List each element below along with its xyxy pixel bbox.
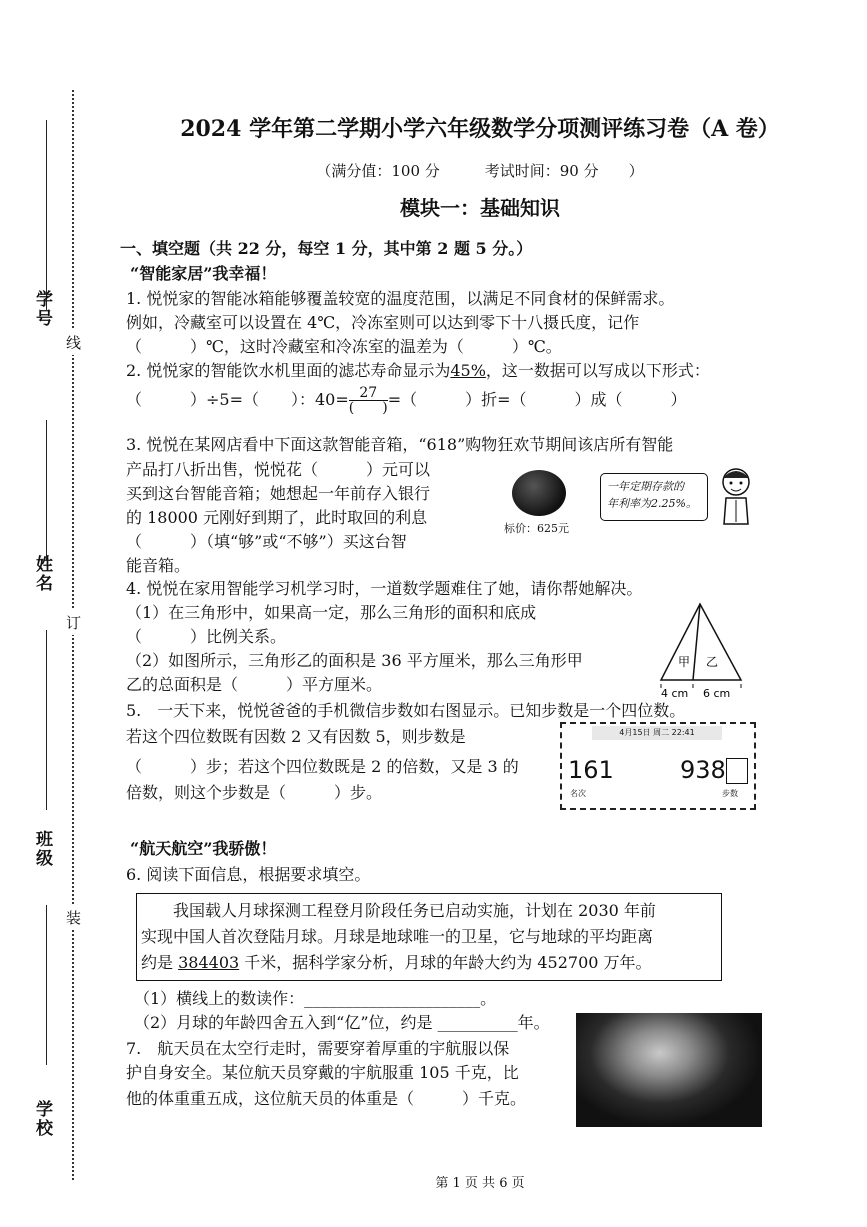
triangle-label-a: 甲 [678,655,691,669]
q3-line4: 的 18000 元刚好到期了，此时取回的利息 [126,508,428,527]
q6-line1: 6. 阅读下面信息，根据要求填空。 [126,865,371,884]
page-number: 第 1 页 共 6 页 [435,1176,525,1191]
q2-fraction-numerator: 27 [349,386,388,401]
q7-line1: 7. 航天员在太空行走时，需要穿着厚重的宇航服以保 [126,1039,510,1058]
bubble-line2: 年利率为2.25%。 [607,497,697,510]
dimension-a: 4 cm [661,687,689,700]
class-label: 班级 [32,830,52,868]
moon-distance: 384403 [178,953,240,972]
q3-line6: 能音箱。 [126,556,191,575]
exam-title: 2024 学年第二学期小学六年级数学分项测评练习卷（A 卷） [180,116,780,142]
q1-line2: 例如，冷藏室可以设置在 4℃，冷冻室则可以达到零下十八摄氏度，记作 [126,313,640,332]
q6-sub1: （1）横线上的数读作：______________________。 [134,989,497,1008]
q7-line2: 护自身安全。某位航天员穿戴的宇航服重 105 千克，比 [126,1063,519,1082]
interest-rate-bubble [600,473,708,521]
module-title: 模块一：基础知识 [400,196,560,220]
name-blank [46,420,47,560]
q2-percent: 45% [450,361,486,380]
wechat-steps-screenshot [560,722,756,810]
q3-line5: （ ）（填“够”或“不够”）买这台智 [126,532,407,551]
student-no-label: 学号 [32,290,52,328]
boy-illustration [716,466,756,526]
school-label: 学校 [32,1100,52,1138]
steps-count: 938 [680,756,726,784]
q2-line1 [126,358,710,381]
info-line3 [141,950,652,973]
info-text-c: 千米，据科学家分析，月球的年龄大约为 452700 万年。 [239,953,652,972]
q3-line1: 3. 悦悦在某网店看中下面这款智能音箱，“618”购物狂欢节期间该店所有智能 [126,435,674,454]
q4-line4: （2）如图所示，三角形乙的面积是 36 平方厘米，那么三角形甲 [126,651,583,670]
student-no-blank [46,120,47,310]
q5-line1: 5. 一天下来，悦悦爸爸的手机微信步数如右图显示。已知步数是一个四位数。 [126,701,686,720]
bubble-line1: 一年定期存款的 [607,480,684,493]
section-heading: 一、填空题（共 22 分，每空 1 分，其中第 2 题 5 分。） [120,239,533,258]
info-line1: 我国载人月球探测工程登月阶段任务已启动实施，计划在 2030 年前 [173,901,656,920]
phone-date-header: 4月15日 周二 22:41 [592,726,722,740]
q5-line4: 倍数，则这个步数是（ ）步。 [126,783,383,802]
binding-dotted-line [72,90,74,1180]
q2-line2 [126,386,687,415]
info-text-a: 约是 [141,953,179,972]
info-line2: 实现中国人首次登陆月球。月球是地球唯一的卫星，它与地球的平均距离 [141,927,654,946]
dimension-b: 6 cm [703,687,731,700]
q2-fraction [349,386,388,415]
q1-line1: 1. 悦悦家的智能冰箱能够覆盖较宽的温度范围，以满足不同食材的保鲜需求。 [126,289,675,308]
q2-text-a: 2. 悦悦家的智能饮水机里面的滤芯寿命显示为 [126,361,451,380]
missing-digit-box [726,758,748,784]
steps-count-label: 步数 [722,789,738,798]
q5-line2: 若这个四位数既有因数 2 又有因数 5，则步数是 [126,727,466,746]
binding-char-pack: 装 [66,905,81,930]
exam-subtitle: （满分值：100 分 考试时间：90 分 ） [316,162,644,180]
q3-line3: 买到这台智能音箱；她想起一年前存入银行 [126,484,431,503]
astronaut-moon-photo [576,1013,762,1127]
q5-line3: （ ）步；若这个四位数既是 2 的倍数，又是 3 的 [126,757,519,776]
speaker-price-tag: 标价：625元 [504,522,569,535]
q1-line3: （ ）℃，这时冷藏室和冷冻室的温差为（ ）℃。 [126,337,562,356]
q4-line2: （1）在三角形中，如果高一定，那么三角形的面积和底成 [126,603,537,622]
class-blank [46,630,47,810]
moon-info-box [136,893,722,981]
q2-expr-a: （ ）÷5=（ ）：40= [126,390,349,409]
q7-line3: 他的体重重五成，这位航天员的体重是（ ）千克。 [126,1089,527,1108]
triangle-diagram [655,600,747,700]
binding-margin [0,0,100,1227]
name-label: 姓名 [32,555,52,593]
q2-text-c: ，这一数据可以写成以下形式： [485,361,710,380]
q6-sub2: （2）月球的年龄四舍五入到“亿”位，约是 __________年。 [134,1013,550,1032]
q2-fraction-denominator: ( ) [348,400,388,416]
steps-rank-label: 名次 [570,789,586,798]
q2-expr-b: =（ ）折=（ ）成（ ） [387,390,687,409]
binding-char-line: 线 [66,330,81,355]
steps-rank: 161 [568,756,614,784]
smart-speaker-image [512,470,566,516]
q4-line1: 4. 悦悦在家用智能学习机学习时，一道数学题难住了她，请你帮她解决。 [126,579,643,598]
q4-line3: （ ）比例关系。 [126,627,287,646]
binding-char-bind: 订 [66,610,81,635]
school-blank [46,905,47,1065]
theme-aerospace: “航天航空”我骄傲！ [130,839,277,858]
theme-smart-home: “智能家居”我幸福！ [130,264,277,283]
q3-line2: 产品打八折出售，悦悦花（ ）元可以 [126,460,431,479]
q4-line5: 乙的总面积是（ ）平方厘米。 [126,675,383,694]
triangle-label-b: 乙 [706,655,719,669]
